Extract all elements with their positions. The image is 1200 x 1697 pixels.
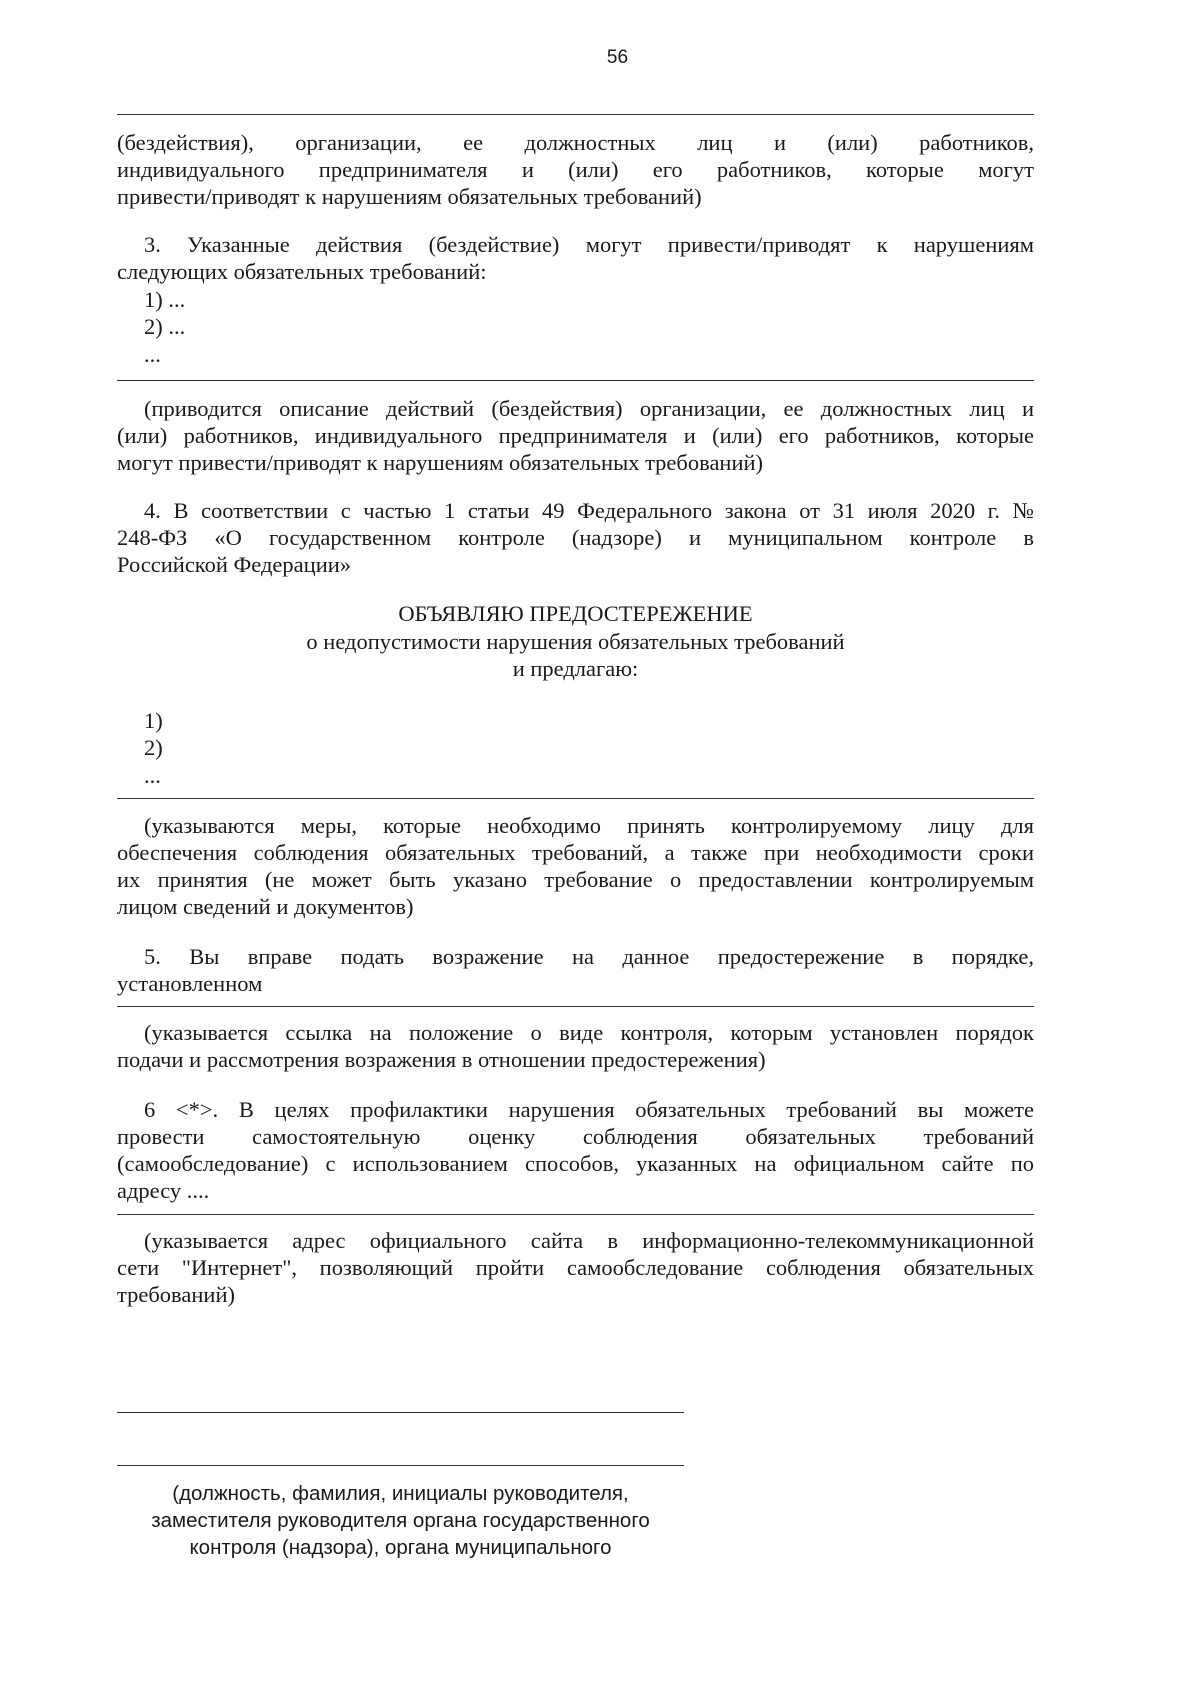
item-line: 4. В соответствии с частью 1 статьи 49 Федерального закона от 31 июля 2020 г. № [144,498,1034,523]
item-line: провести самостоятельную оценку соблюдения обязательных требований [117,1124,1034,1149]
note-line: привести/приводят к нарушениям обязательных требований) [117,184,702,209]
list-item: ... [144,763,161,788]
note-line: (бездействия), организации, ее должностных лиц и (или) работников, [117,130,1034,155]
fill-in-rule [117,380,1034,381]
signature-rule [117,1412,684,1413]
page-number: 56 [606,47,629,68]
note-line: заместителя руководителя органа государственного [151,1509,650,1532]
signature-rule [117,1465,684,1466]
note-line: (должность, фамилия, инициалы руководителя, [172,1482,629,1505]
warning-subtitle: о недопустимости нарушения обязательных требований [306,629,845,654]
item-3 [117,231,1034,285]
note-line: контроля (надзора), органа муниципального [189,1536,612,1559]
item-line: 5. Вы вправе подать возражение на данное предостережение в порядке, [144,944,1034,969]
note-line: (указывается адрес официального сайта в информационно-телекоммуникационной [144,1228,1034,1253]
fill-in-rule [117,1006,1034,1007]
item-line: (самообследование) с использованием способов, указанных на официальном сайте по [117,1151,1034,1176]
note-line: сети "Интернет", позволяющий пройти самообследование соблюдения обязательных [117,1255,1034,1280]
measures-note [117,812,1034,920]
signature-note [117,1480,684,1561]
list-item: 1) ... [144,287,186,312]
item-line: Российской Федерации» [117,552,352,577]
note-line: индивидуального предпринимателя и (или) его работников, которые могут [117,157,1034,182]
note-line: (или) работников, индивидуального предпринимателя и (или) его работников, которые [117,423,1034,448]
item-line: 6 <*>. В целях профилактики нарушения обязательных требований вы можете [144,1097,1034,1122]
note-line: требований) [117,1282,235,1307]
objection-note [117,1019,1034,1073]
item-line: следующих обязательных требований: [117,259,487,284]
item-line: адресу .... [117,1178,210,1203]
fill-in-rule [117,798,1034,799]
top-rule [117,114,1034,115]
note-line: подачи и рассмотрения возражения в отношении предостережения) [117,1047,766,1072]
list-item: 1) [144,708,163,733]
website-note [117,1227,1034,1308]
note-line: (указываются меры, которые необходимо принять контролируемому лицу для [144,813,1034,838]
list-item: 2) ... [144,314,186,339]
item-line: 248-ФЗ «О государственном контроле (надзоре) и муниципальном контроле в [117,525,1034,550]
note-line: (указывается ссылка на положение о виде контроля, которым установлен порядок [144,1020,1034,1045]
item-line: 3. Указанные действия (бездействие) могут привести/приводят к нарушениям [144,232,1034,257]
item-5 [117,943,1034,997]
item-4 [117,497,1034,578]
fill-in-rule [117,1214,1034,1215]
violations-description-note [117,129,1034,210]
note-line: (приводится описание действий (бездействия) организации, ее должностных лиц и [144,396,1034,421]
note-line: могут привести/приводят к нарушениям обязательных требований) [117,450,764,475]
note-line: обеспечения соблюдения обязательных требований, а также при необходимости сроки [117,840,1034,865]
note-line: их принятия (не может быть указано требование о предоставлении контролируемым [117,867,1034,892]
warning-subtitle-2: и предлагаю: [512,656,639,681]
list-item: ... [144,342,161,367]
item-line: установленном [117,971,263,996]
warning-heading: ОБЪЯВЛЯЮ ПРЕДОСТЕРЕЖЕНИЕ [398,601,753,626]
actions-description-note [117,395,1034,476]
item-6 [117,1096,1034,1204]
list-item: 2) [144,735,163,760]
note-line: лицом сведений и документов) [117,894,414,919]
